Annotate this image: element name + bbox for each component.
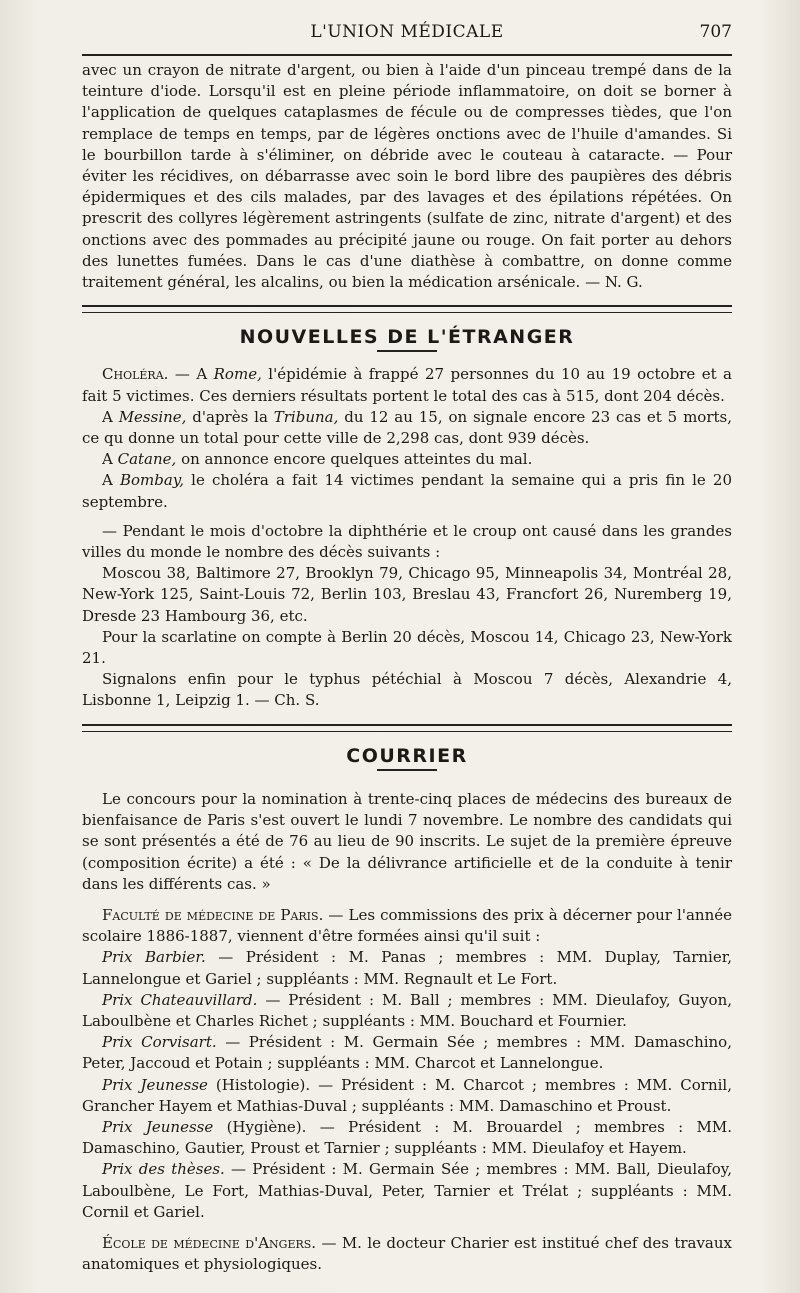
messine-rest: du 12 au 15, on signale encore 23 cas et 5 morts, ce qu donne un total pour cette ville de 2,298 cas, dont 939 décès. xyxy=(82,407,732,448)
cholera-bombay-paragraph xyxy=(82,470,732,512)
page-number: 707 xyxy=(699,22,732,42)
prize-text: — Président : M. Brouardel ; membres : MM. Damaschino, Gautier, Proust et Tarnier ; suppléants : MM. Dieulafoy et Hayem. xyxy=(82,1117,733,1158)
faculte-lead: Faculté de médecine de Paris. xyxy=(102,905,324,924)
page-header xyxy=(82,20,732,52)
faculte-paragraph xyxy=(82,905,732,947)
prize-text: — Président : M. Ball ; membres : MM. Dieulafoy, Guyon, Laboulbène et Charles Richet ; suppléants : MM. Bouchard et Fournier. xyxy=(82,990,732,1030)
section-divider xyxy=(82,724,732,732)
prize-name: Prix Jeunesse xyxy=(102,1117,214,1136)
running-title: L'UNION MÉDICALE xyxy=(310,22,504,42)
cholera-rome-paragraph xyxy=(82,364,732,406)
catane-rest: on annonce encore quelques atteintes du mal. xyxy=(176,450,533,469)
angers-lead: École de médecine d'Angers. xyxy=(102,1233,317,1252)
prize-item xyxy=(82,1117,732,1159)
city-rome: Rome, xyxy=(213,365,262,384)
article-body xyxy=(82,60,732,1275)
angers-text: — M. le docteur Charier est institué chef des travaux anatomiques et physiologiques. xyxy=(82,1233,732,1274)
typhus-paragraph: Signalons enfin pour le typhus pétéchial à Moscou 7 décès, Alexandrie 4, Lisbonne 1, Leipzig 1. — Ch. S. xyxy=(82,670,732,710)
prize-name: Prix Barbier. xyxy=(102,948,206,967)
diphtheria-list: Moscou 38, Baltimore 27, Brooklyn 79, Chicago 95, Minneapolis 34, Montréal 28, New-York 125, Saint-Louis 72, Berlin 103, Breslau 43, Francfort 26, Nuremberg 19, Dresde 23 Hambourg 36, etc. xyxy=(82,564,732,625)
catane-prefix: A xyxy=(102,450,118,469)
cholera-catane-paragraph xyxy=(82,449,732,470)
prize-text: — Président : M. Germain Sée ; membres : MM. Damaschino, Peter, Jaccoud et Potain ; suppléants : MM. Charcot et Lannelongue. xyxy=(82,1033,732,1073)
prize-text: — Président : M. Panas ; membres : MM. Duplay, Tarnier, Lannelongue et Gariel ; suppléants : MM. Regnault et Le Fort. xyxy=(82,948,733,988)
prize-item xyxy=(82,947,732,989)
angers-paragraph xyxy=(82,1233,732,1275)
diphtheria-paragraph: — Pendant le mois d'octobre la diphthérie et le croup ont causé dans les grandes villes du monde le nombre des décès suivants : xyxy=(82,521,732,562)
prize-list xyxy=(82,947,732,1223)
faculte-text: — Les commissions des prix à décerner pour l'année scolaire 1886-1887, viennent d'être formées ainsi qu'il suit : xyxy=(82,905,732,946)
city-catane: Catane, xyxy=(117,450,177,469)
prize-text: — Président : M. Charcot ; membres : MM. Cornil, Grancher Hayem et Mathias-Duval ; suppléants : MM. Damaschino et Proust. xyxy=(82,1075,732,1115)
prize-item xyxy=(82,1159,732,1223)
header-rule xyxy=(82,54,732,56)
prize-name: Prix Chateauvillard. xyxy=(102,990,258,1009)
cholera-text-b: l'épidémie à frappé 27 personnes du 10 au 19 octobre et a fait 5 victimes. Ces derniers résultats portent le total des cas à 515, dont 204 décès. xyxy=(82,365,732,405)
city-messine: Messine, xyxy=(118,407,187,426)
cholera-messine-paragraph xyxy=(82,407,732,449)
city-bombay: Bombay, xyxy=(119,471,185,490)
prize-item xyxy=(82,1075,732,1117)
prize-text: — Président : M. Germain Sée ; membres : MM. Ball, Dieulafoy, Laboulbène, Le Fort, Mathias-Duval, Peter, Tarnier et Trélat ; suppléants : MM. Cornil et Gariel. xyxy=(82,1160,732,1221)
prize-name: Prix Jeunesse xyxy=(102,1075,208,1094)
messine-prefix: A xyxy=(102,407,119,426)
concours-paragraph: Le concours pour la nomination à trente-cinq places de médecins des bureaux de bienfaisance de Paris s'est ouvert le lundi 7 novembre. Le nombre des candidats qui se sont présentés a été de 76 au lieu de 90 inscrits. Le sujet de la première épreuve (composition écrite) a été : « De la délivrance artificielle et de la conduite à tenir dans les différents cas. » xyxy=(82,789,732,893)
section-title-foreign: NOUVELLES DE L'ÉTRANGER xyxy=(239,326,575,349)
prize-name: Prix des thèses. xyxy=(102,1160,225,1179)
paper-tribuna: Tribuna, xyxy=(273,407,339,426)
prize-item xyxy=(82,1032,732,1074)
prize-name: Prix Corvisart. xyxy=(102,1033,217,1052)
cholera-text-a: — A xyxy=(168,365,214,384)
bombay-rest: le choléra a fait 14 victimes pendant la semaine qui a pris fin le 20 septembre. xyxy=(82,471,733,511)
prize-name-extra: (Histologie). xyxy=(207,1075,311,1094)
intro-paragraph: avec un crayon de nitrate d'argent, ou bien à l'aide d'un pinceau trempé dans de la teinture d'iode. Lorsqu'il est en pleine période inflammatoire, on doit se borner à l'application de quelques cataplasmes de fécule ou de compresses tièdes, que l'on remplace de temps en temps, par de légères onctions avec de l'huile d'amandes. Si le bourbillon tarde à s'éliminer, on débride avec le couteau à cataracte. — Pour éviter les récidives, on débarrasse avec soin le bord libre des paupières des débris épidermiques et des cils malades, par des lavages et des épilations répétées. On prescrit des collyres légèrement astringents (sulfate de zinc, nitrate d'argent) et des onctions avec des pommades au précipité jaune ou rouge. On fait porter au dehors des lunettes fumées. Dans le cas d'une diathèse à combattre, on donne comme traitement général, les alcalins, ou bien la médication arsénicale. — N. G. xyxy=(82,61,732,292)
section-divider xyxy=(82,305,732,313)
bombay-prefix: A xyxy=(102,471,120,490)
prize-item xyxy=(82,990,732,1032)
section-title-courrier: COURRIER xyxy=(346,744,468,767)
prize-name-extra: (Hygiène). xyxy=(213,1117,307,1136)
scarlatine-paragraph: Pour la scarlatine on compte à Berlin 20 décès, Moscou 14, Chicago 23, New-York 21. xyxy=(82,627,732,668)
cholera-lead: Choléra. xyxy=(102,365,169,384)
messine-mid: d'après la xyxy=(186,407,274,426)
